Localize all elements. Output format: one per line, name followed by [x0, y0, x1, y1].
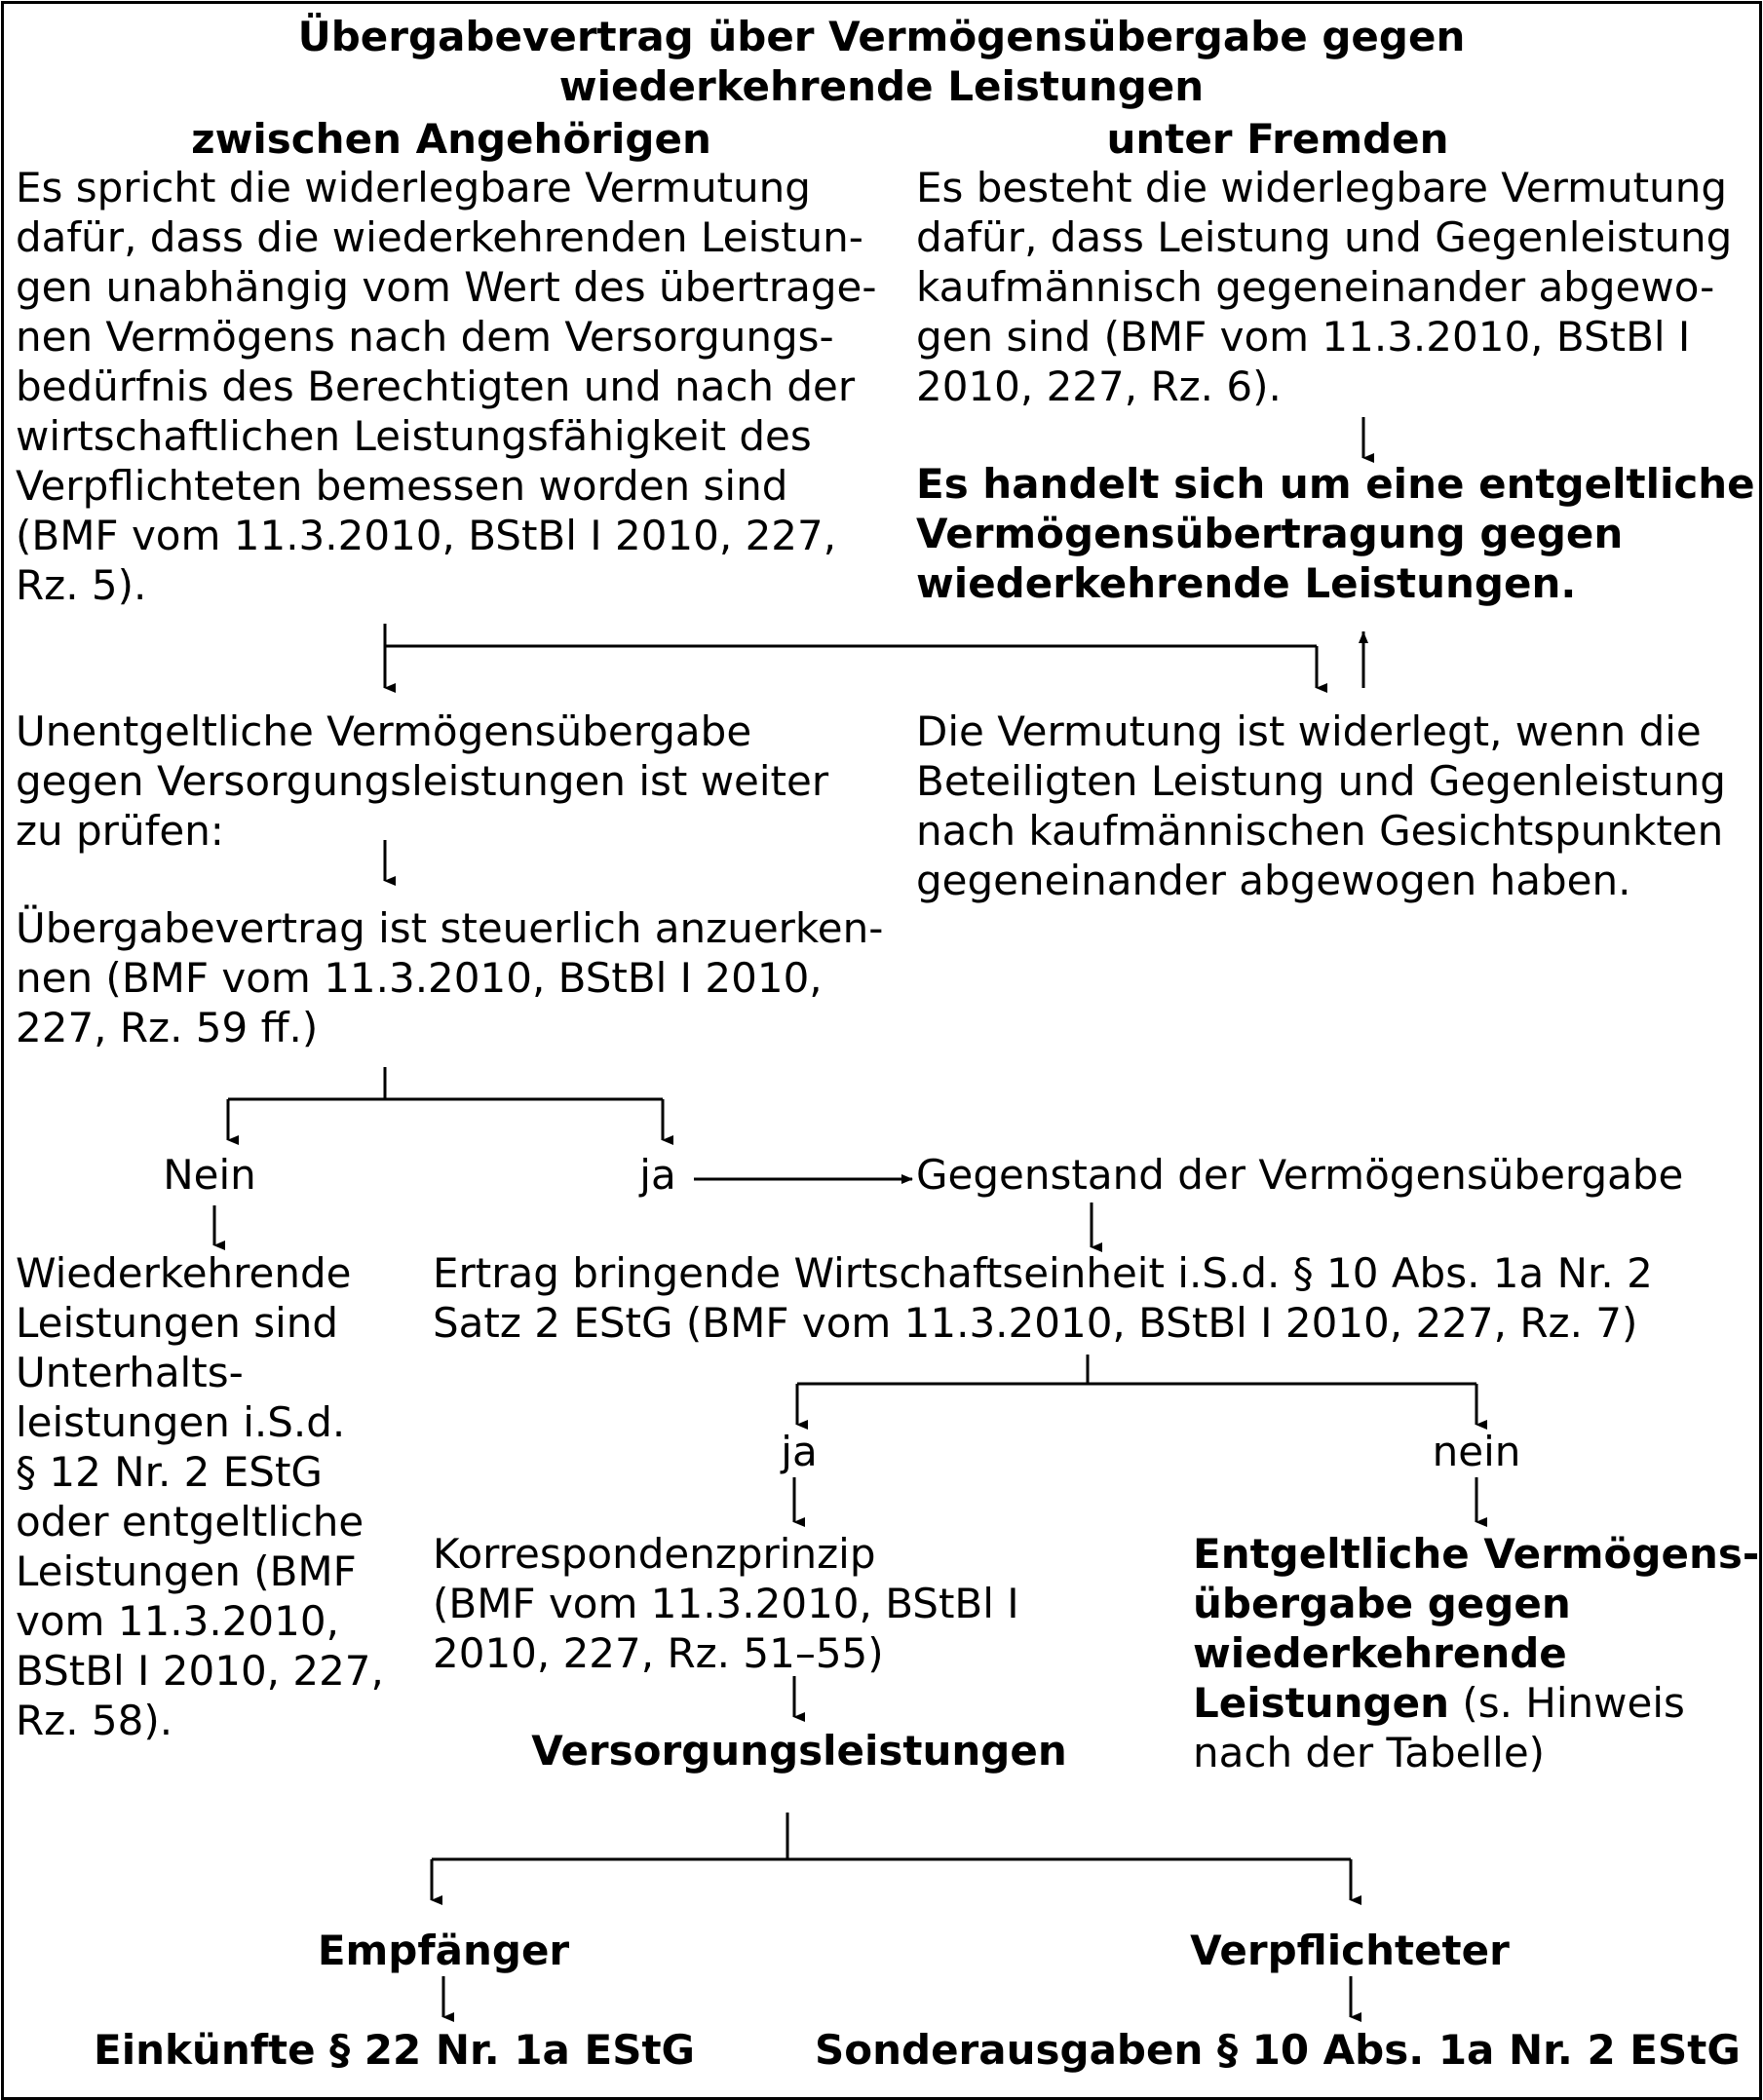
- gegenstand-text: Gegenstand der Vermögensübergabe: [916, 1151, 1684, 1199]
- empfaenger-label: Empfänger: [317, 1927, 570, 1974]
- nein-label: Nein: [163, 1151, 256, 1199]
- heading-fremde: unter Fremden: [1106, 115, 1449, 163]
- einkuenfte-label: Einkünfte § 22 Nr. 1a EStG: [94, 2026, 695, 2074]
- versorgungsleistungen-label: Versorgungsleistungen: [531, 1727, 1067, 1775]
- diagram-title-line2: wiederkehrende Leistungen: [558, 62, 1205, 110]
- heading-angehoerige: zwischen Angehörigen: [191, 115, 711, 163]
- ertrag-ja-label: ja: [781, 1428, 818, 1475]
- verpflichteter-label: Verpflichteter: [1190, 1927, 1510, 1974]
- ertrag-nein-label: nein: [1432, 1428, 1521, 1475]
- diagram-title-line1: Übergabevertrag über Vermögensübergabe gegen: [297, 13, 1466, 60]
- arrow-up-head: [1359, 631, 1368, 643]
- sonderausgaben-label: Sonderausgaben § 10 Abs. 1a Nr. 2 EStG: [815, 2026, 1741, 2074]
- ja-label: ja: [639, 1151, 676, 1199]
